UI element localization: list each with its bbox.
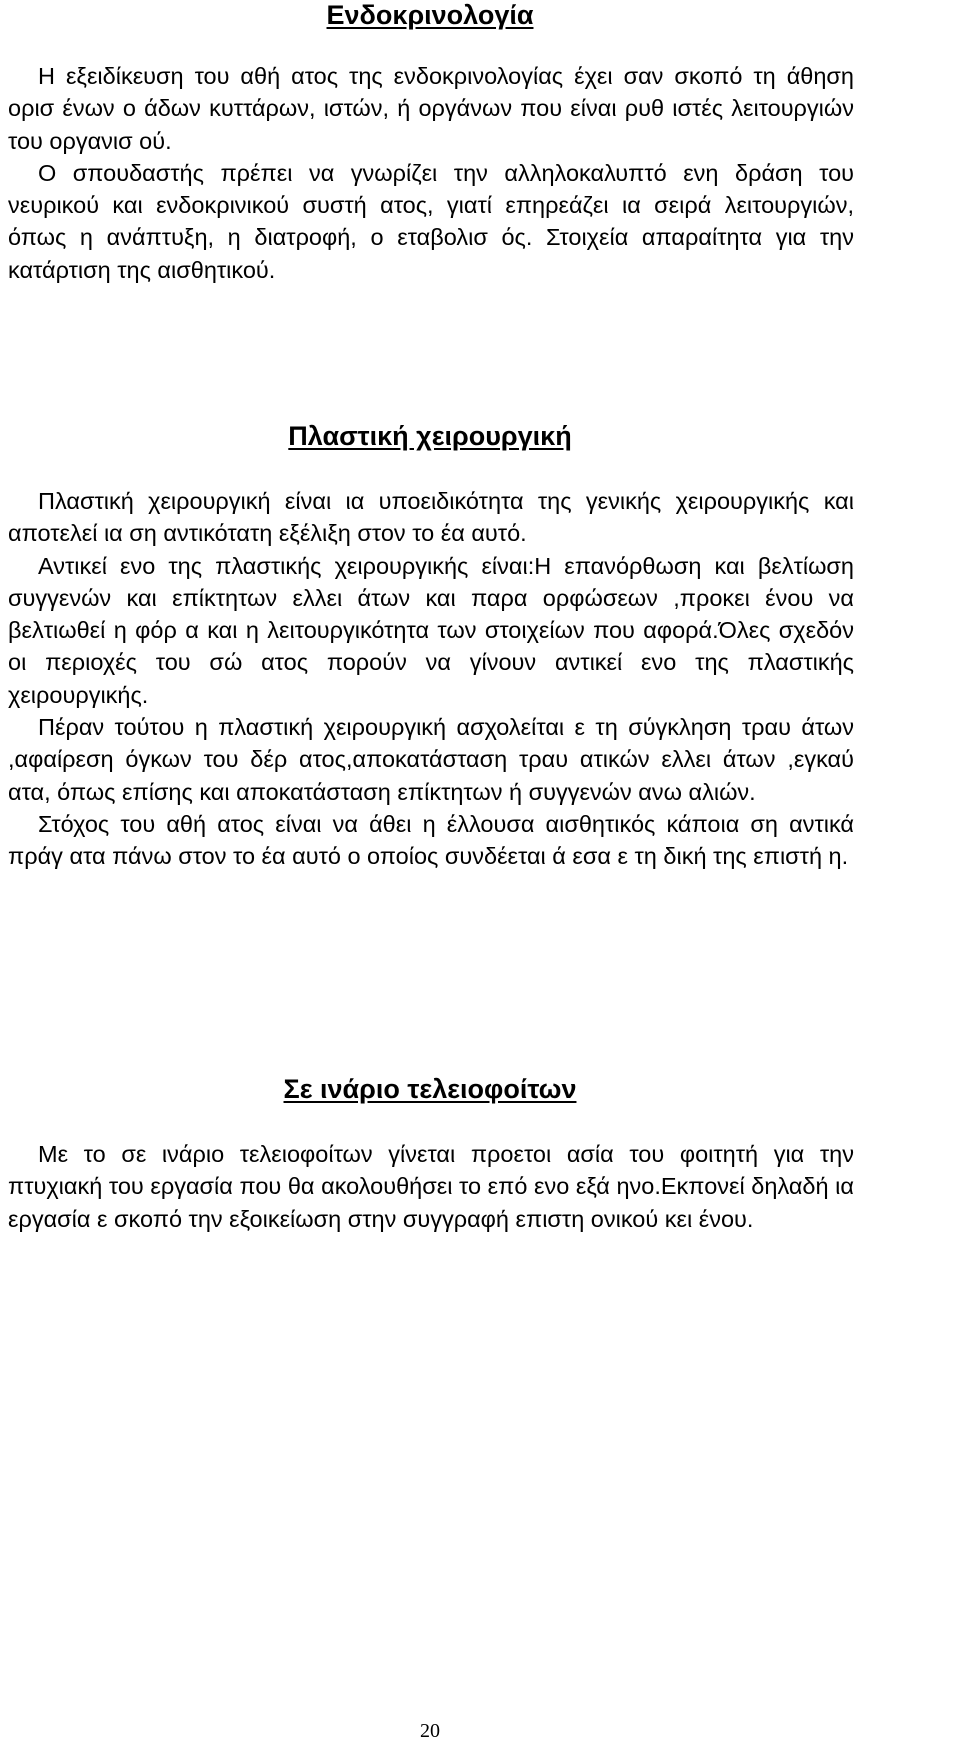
section-endocrinology xyxy=(8,60,854,286)
section-plastic-surgery xyxy=(8,485,854,873)
page-number: 20 xyxy=(420,1720,440,1742)
section-heading-plastic-surgery: Πλαστική χειρουργική xyxy=(288,421,572,451)
section-heading-seminar: Σε ινάριο τελειοφοίτων xyxy=(283,1074,577,1104)
paragraph: Πλαστική χειρουργική είναι ια υποειδικότητα της γενικής χειρουργικής και αποτελεί ια ση αντικότατη εξέλιξη στον το έα αυτό. xyxy=(8,488,854,547)
paragraph: Πέραν τούτου η πλαστική χειρουργική ασχολείται ε τη σύγκληση τραυ άτων ,αφαίρεση όγκων του δέρ ατος,αποκατάσταση τραυ ατικών ελλει άτων ,εγκαύ ατα, όπως επίσης και αποκατάσταση επίκτητων ή συγγενών ανω αλιών. xyxy=(8,714,854,805)
paragraph: Ο σπουδαστής πρέπει να γνωρίζει την αλληλοκαλυπτό ενη δράση του νευρικού και ενδοκρινικού συστή ατος, γιατί επηρεάζει ια σειρά λειτουργιών, όπως η ανάπτυξη, η διατροφή, ο εταβολισ ός. Στοιχεία απαραίτητα για την κατάρτιση της αισθητικού. xyxy=(8,159,854,283)
section-heading-endocrinology: Ενδοκρινολογία xyxy=(326,0,534,30)
section-seminar xyxy=(8,1138,854,1235)
paragraph: Αντικεί ενο της πλαστικής χειρουργικής είναι:Η επανόρθωση και βελτίωση συγγενών και επίκτητων ελλει άτων και παρα ορφώσεων ,προκει ένου να βελτιωθεί η φόρ α και η λειτουργικότητα των στοιχείων που αφορά.Όλες σχεδόν οι περιοχές του σώ ατος πορούν να γίνουν αντικεί ενο της πλαστικής χειρουργικής. xyxy=(8,552,854,708)
paragraph: Με το σε ινάριο τελειοφοίτων γίνεται προετοι ασία του φοιτητή για την πτυχιακή του εργασία που θα ακολουθήσει το επό ενο εξά ηνο.Εκπονεί δηλαδή ια εργασία ε σκοπό την εξοικείωση στην συγγραφή επιστη ονικού κει ένου. xyxy=(8,1141,854,1232)
paragraph: Η εξειδίκευση του αθή ατος της ενδοκρινολογίας έχει σαν σκοπό τη άθηση ορισ ένων ο άδων κυττάρων, ιστών, ή οργάνων που είναι ρυθ ιστές λειτουργιών του οργανισ ού. xyxy=(8,63,854,154)
paragraph: Στόχος του αθή ατος είναι να άθει η έλλουσα αισθητικός κάποια ση αντικά πράγ ατα πάνω στον το έα αυτό ο οποίος συνδέεται ά εσα ε τη δική της επιστή η. xyxy=(8,810,854,870)
